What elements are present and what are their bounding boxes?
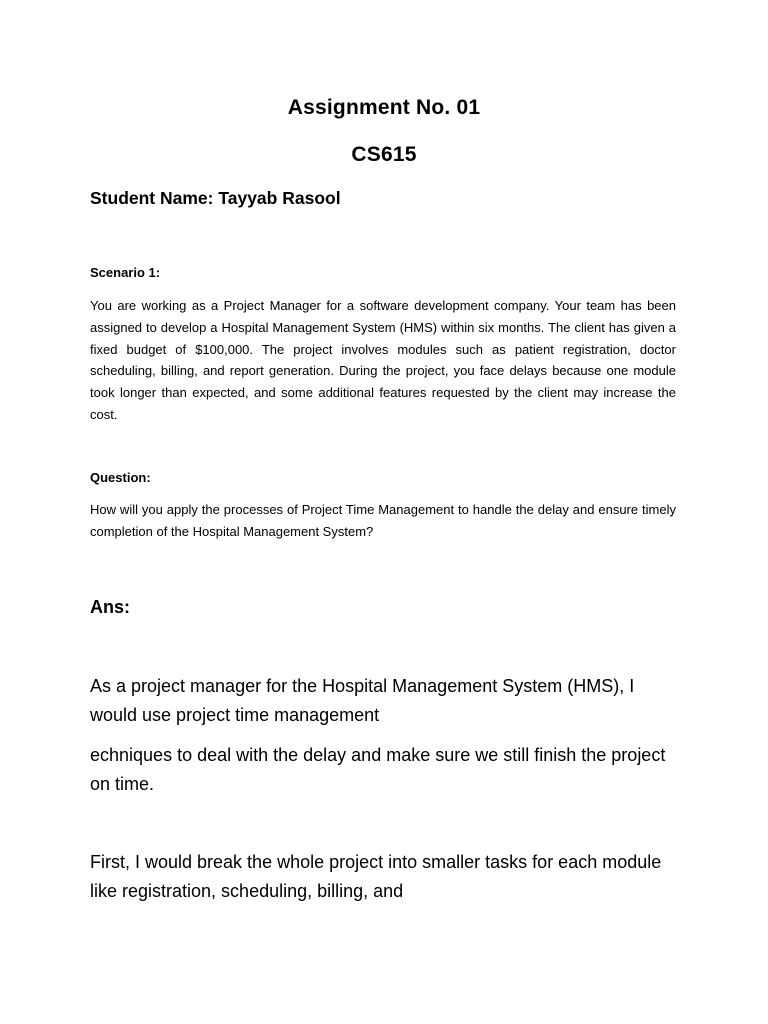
question-text: How will you apply the processes of Project Time Management to handle the delay and ensure timely completion of the Hospital Management System?: [90, 502, 676, 539]
assignment-title: Assignment No. 01: [287, 96, 481, 119]
scenario-heading: Scenario 1:: [90, 265, 161, 280]
answer-paragraph: First, I would break the whole project into smaller tasks for each module like registration, scheduling, billing, and: [90, 852, 662, 901]
course-code: CS615: [351, 143, 417, 166]
student-name: Student Name: Tayyab Rasool: [90, 188, 341, 208]
question-heading: Question:: [90, 470, 151, 485]
answer-heading: Ans:: [90, 597, 130, 617]
answer-paragraph: As a project manager for the Hospital Management System (HMS), I would use project time management: [90, 676, 635, 725]
scenario-text: You are working as a Project Manager for a software development company. Your team has been assigned to develop a Hospital Management System (HMS) within six months. The client has given a fixed budget of $100,000. The project involves modules such as patient registration, doctor scheduling, billing, and report generation. During the project, you face delays because one module took longer than expected, and some additional features requested by the client may increase the cost.: [90, 298, 676, 422]
answer-paragraph: echniques to deal with the delay and make sure we still finish the project on time.: [90, 745, 666, 794]
